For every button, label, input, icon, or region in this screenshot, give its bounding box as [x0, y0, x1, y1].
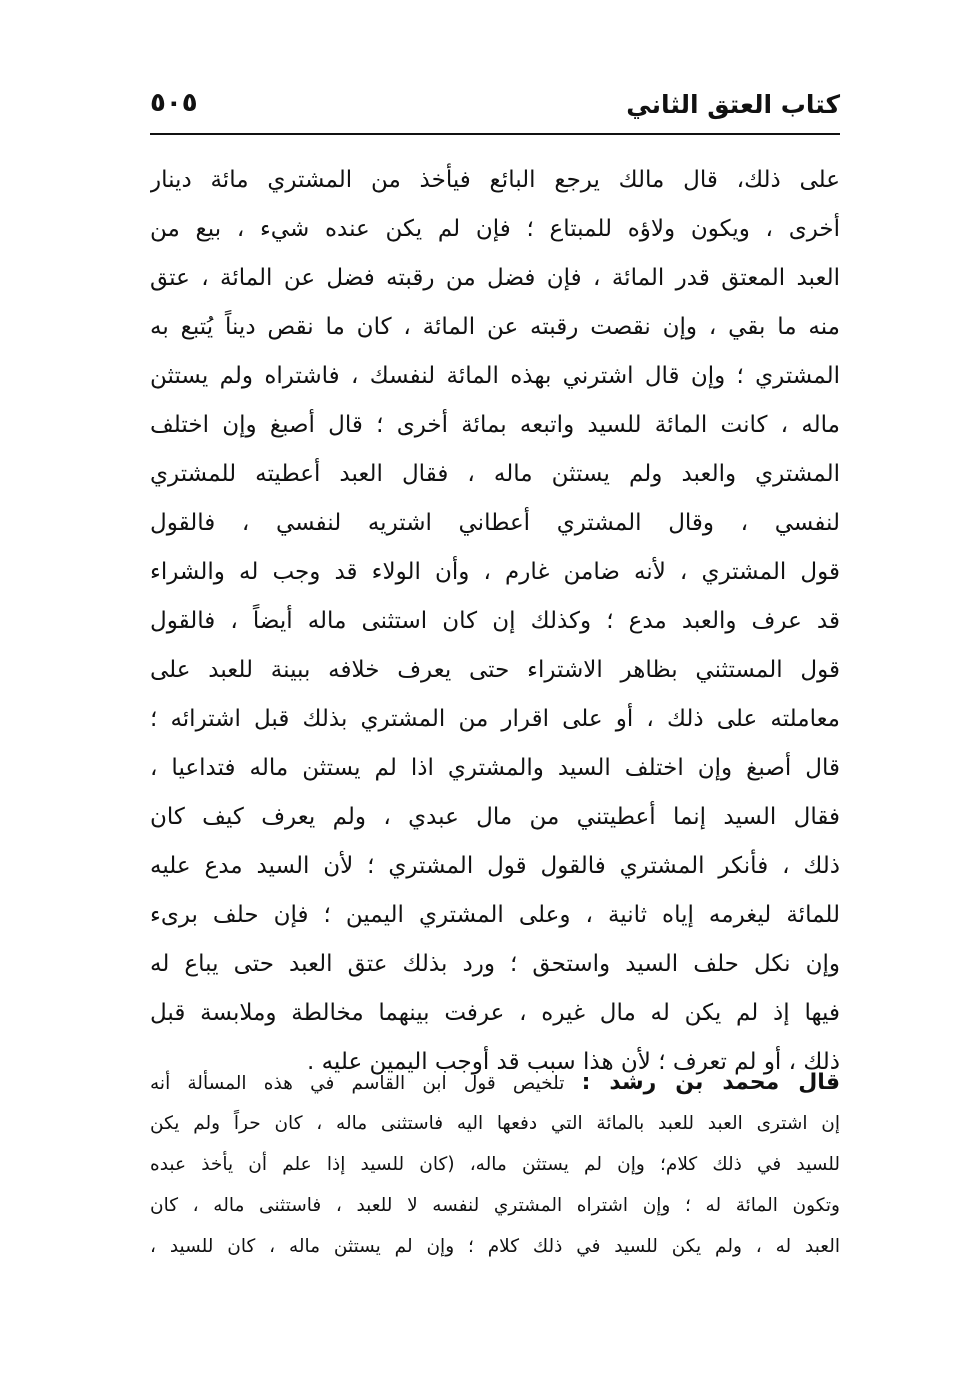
text-line: قول المستثني بظاهر الاشتراء حتى يعرف خلافه ببينة للعبد على [150, 657, 840, 683]
text-line: المشتري ؛ وإن قال اشترني بهذه المائة لنفسك ، فاشتراه ولم يستثن [150, 363, 840, 389]
text-line: العبد المعتق قدر المائة ، فإن فضل من رقبته فضل عن المائة ، عتق [150, 265, 840, 291]
text-line: ماله ، كانت المائة للسيد واتبعه بمائة أخرى ؛ قال أصبغ وإن اختلف [150, 412, 840, 438]
page-header [150, 84, 840, 128]
text-line: فيها إذ لم يكن له مال غيره ، عرفت بينهما مخالطة وملابسة قبل [150, 1000, 840, 1026]
text-line: أخرى ، ويكون ولاؤه للمبتاع ؛ فإن لم يكن عنده شيء ، بيع من [150, 216, 840, 242]
text-line: قد عرف والعبد مدع ؛ وكذلك إن كان استثنى ماله أيضاً ، فالقول [150, 608, 840, 634]
main-text [150, 156, 840, 1087]
text-line: لنفسي ، وقال المشتري أعطاني اشتريه لنفسي ، فالقول [150, 510, 840, 536]
text-line: منه ما بقي ، وإن نقصت رقبته عن المائة ، كان ما نقص ديناً يُتبع به [150, 314, 840, 340]
text-line: للمائة ليغرمه إياه ثانية ، وعلى المشتري اليمين ؛ فإن حلف برىء [150, 902, 840, 928]
text-line: على ذلك، قال مالك يرجع البائع فيأخذ من المشتري مائة دينار [150, 167, 840, 193]
text-line: قال أصبغ وإن اختلف السيد والمشتري اذا لم يستثن ماله فتداعيا ، [150, 755, 840, 781]
text-line: فقال السيد إنما أعطيتني من مال عبدي ، ولم يعرف كيف كان [150, 804, 840, 830]
text-line: معاملته على ذلك ، أو على اقرار من المشتري بذلك قبل اشترائه ؛ [150, 706, 840, 732]
commentary-speaker: قال محمد بن رشد : [581, 1070, 840, 1095]
commentary-line: العبد له ، ولم يكن للسيد في ذلك كلام ؛ وإن لم يستثن ماله ، كان للسيد ، [150, 1236, 840, 1257]
text-line-last: ذلك ، أو لم تعرف ؛ لأن هذا سبب قد أوجب اليمين عليه . [306, 1049, 840, 1075]
commentary-line: للسيد في ذلك كلام؛ وإن لم يستثن ماله، (كان للسيد إذا علم أن يأخذ عبده [150, 1154, 840, 1175]
commentary-line: وتكون المائة له ؛ وإن اشتراه المشتري لنفسه لا للعبد ، فاستثنى ماله ، كان [150, 1195, 840, 1216]
commentary-line: إن اشترى العبد للعبد بالمائة التي دفعها اليه فاستثنى ماله ، كان حراً ولم يكن [150, 1113, 840, 1134]
commentary-first-line-text: تلخيص قول ابن القاسم في هذه المسألة أنه [150, 1073, 565, 1094]
text-line: وإن نكل حلف السيد واستحق ؛ ورد بذلك عتق العبد حتى يباع له [150, 951, 840, 977]
text-line: ذلك ، فأنكر المشتري فالقول قول المشتري ؛ لأن السيد مدع عليه [150, 853, 840, 879]
commentary-block [150, 1062, 840, 1267]
header-rule [150, 133, 840, 135]
text-line: قول المشتري ، لأنه ضامن غارم ، وأن الولاء قد وجب له والشراء [150, 559, 840, 585]
page-number: ٥٠٥ [150, 88, 198, 118]
text-line: المشتري والعبد ولم يستثن ماله ، فقال العبد أعطيته للمشتري [150, 461, 840, 487]
commentary-first-line [150, 1062, 840, 1103]
running-title: كتاب العتق الثاني [626, 90, 840, 119]
